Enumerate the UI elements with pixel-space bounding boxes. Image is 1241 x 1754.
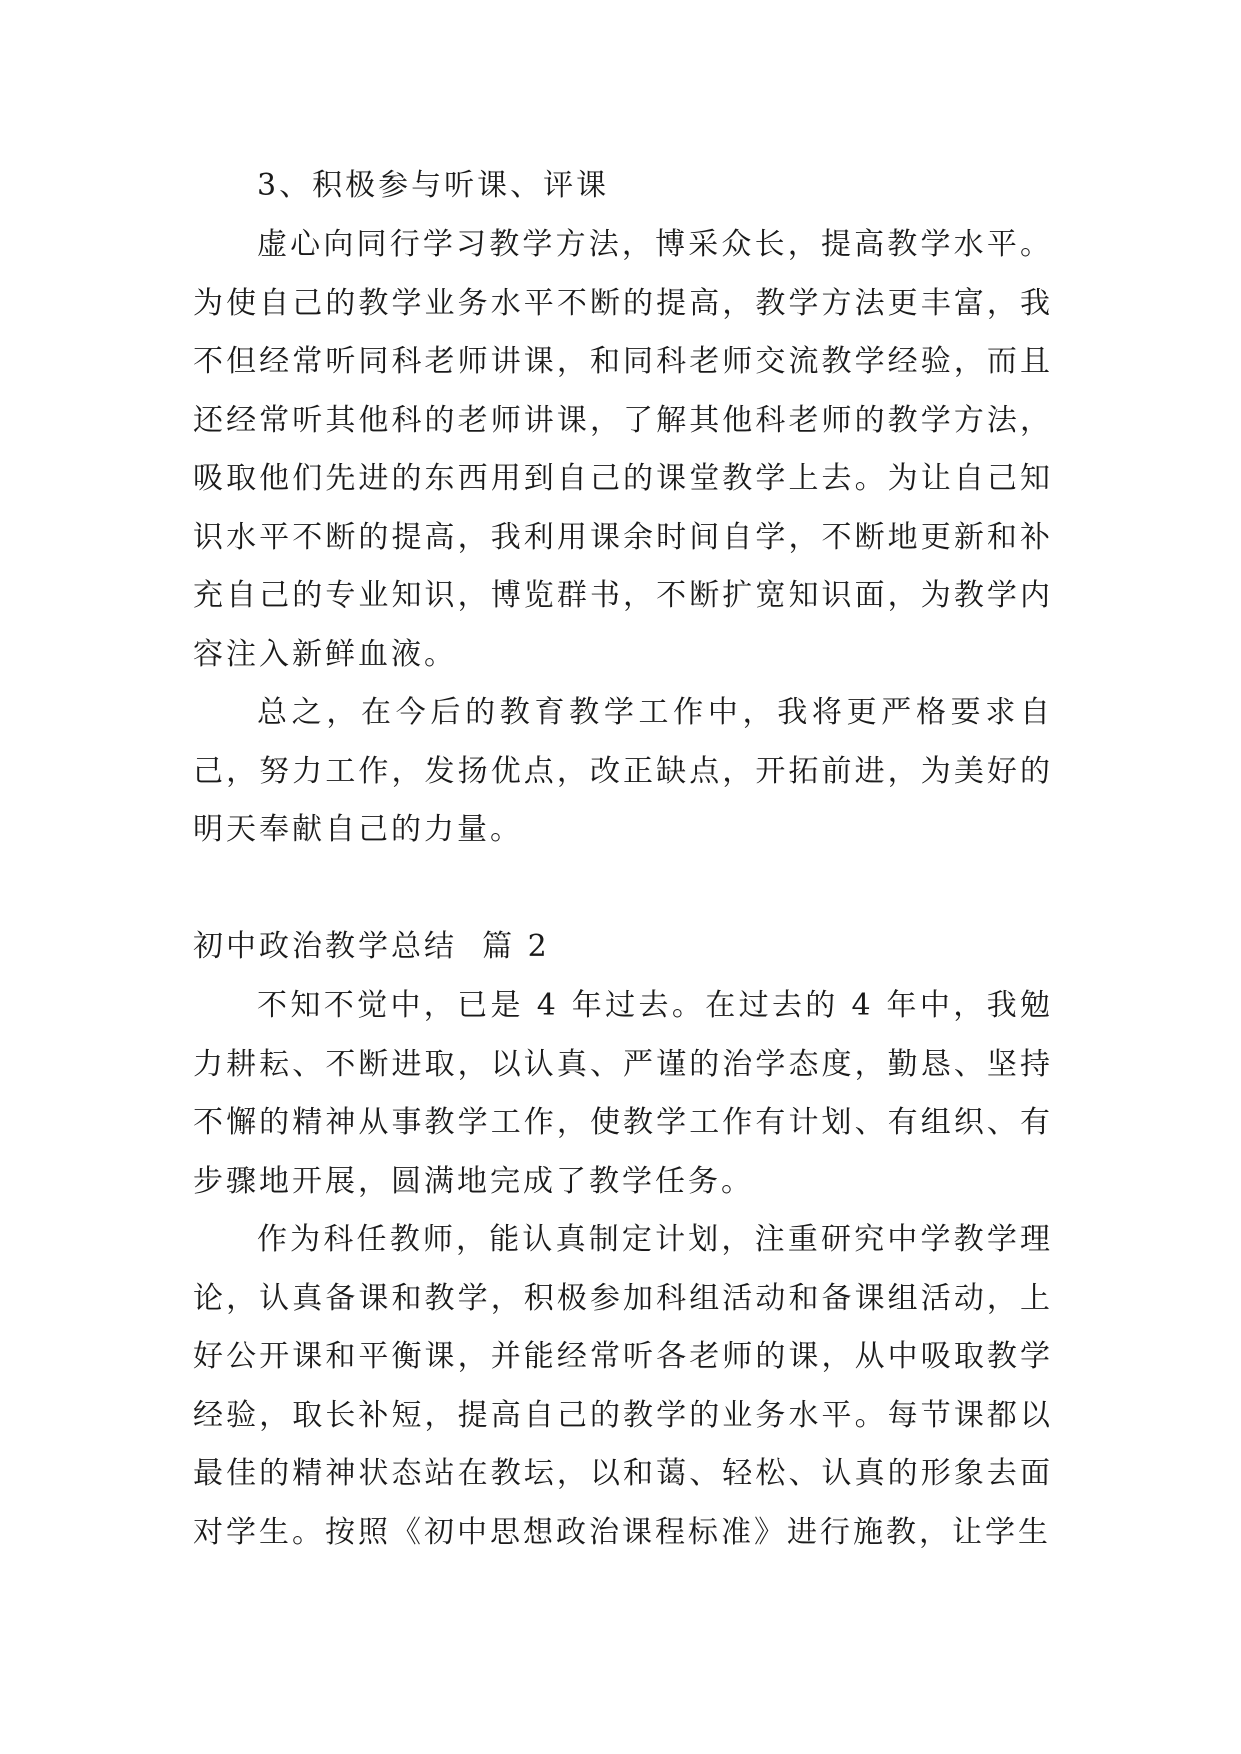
paragraph: 不知不觉中，已是 4 年过去。在过去的 4 年中，我勉力耕耘、不断进取，以认真、严谨的治学态度，勤恳、坚持不懈的精神从事教学工作，使教学工作有计划、有组织、有步骤地开展，圆满地完成了教学任务。 [193, 988, 1053, 1199]
article-title: 初中政治教学总结 篇 2 [193, 929, 550, 964]
paragraph: 虚心向同行学习教学方法，博采众长，提高教学水平。为使自己的教学业务水平不断的提高，教学方法更丰富，我不但经常听同科老师讲课，和同科老师交流教学经验，而且还经常听其他科的老师讲课，了解其他科老师的教学方法，吸取他们先进的东西用到自己的课堂教学上去。为让自己知识水平不断的提高，我利用课余时间自学，不断地更新和补充自己的专业知识，博览群书，不断扩宽知识面，为教学内容注入新鲜血液。 [193, 227, 1053, 672]
section-heading: 3、积极参与听课、评课 [257, 168, 610, 203]
paragraph: 作为科任教师，能认真制定计划，注重研究中学教学理论，认真备课和教学，积极参加科组活动和备课组活动，上好公开课和平衡课，并能经常听各老师的课，从中吸取教学经验，取长补短，提高自己的教学的业务水平。每节课都以最佳的精神状态站在教坛，以和蔼、轻松、认真的形象去面对学生。按照《初中思想政治课程标准》进行施教，让学生 [193, 1222, 1053, 1550]
paragraph: 总之，在今后的教育教学工作中，我将更严格要求自己，努力工作，发扬优点，改正缺点，开拓前进，为美好的明天奉献自己的力量。 [193, 695, 1053, 847]
